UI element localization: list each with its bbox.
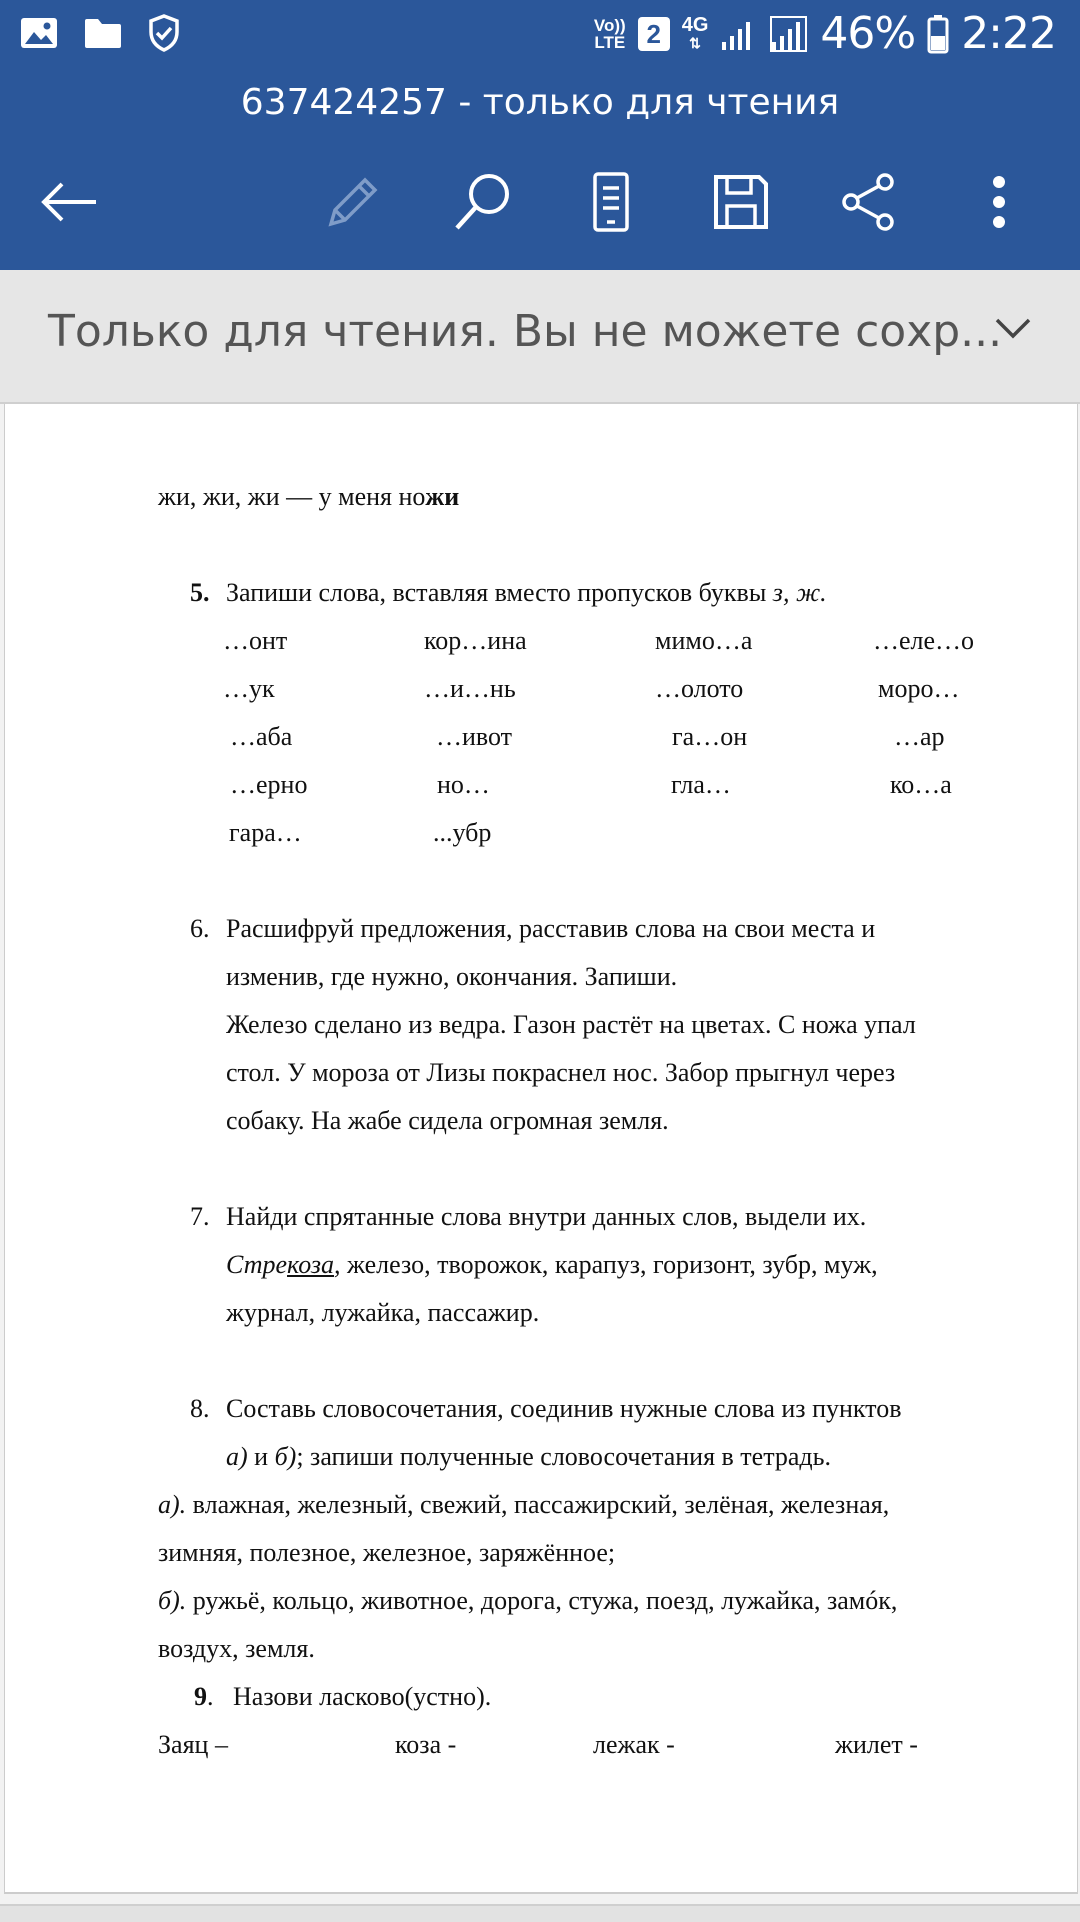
more-options-button[interactable]: [964, 170, 1034, 234]
save-button[interactable]: [706, 170, 776, 234]
search-button[interactable]: [448, 170, 518, 234]
task6-line: Железо сделано из ведра. Газон растёт на цветах. С ножа упал: [226, 1010, 916, 1039]
task5-word: …ерно: [230, 770, 308, 799]
volte-indicator: Vo)) LTE: [593, 15, 626, 52]
status-bar: [0, 0, 1080, 76]
task7-number: 7.: [190, 1202, 210, 1231]
task5-word: но…: [437, 770, 490, 799]
search-icon: [451, 170, 515, 234]
banner-text: Только для чтения. Вы не можете сохр...: [48, 306, 1003, 357]
task8-line: б). ружьё, кольцо, животное, дорога, стужа, поезд, лужайка, замóк,: [158, 1586, 898, 1615]
task7-line: Найди спрятанные слова внутри данных слов, выдели их.: [226, 1202, 867, 1231]
save-icon: [711, 172, 771, 232]
task6-line: изменив, где нужно, окончания. Запиши.: [226, 962, 678, 991]
signal-icon-2: [770, 16, 808, 52]
task8-number: 8.: [190, 1394, 210, 1423]
battery-percent: 46%: [820, 8, 916, 59]
task8-line: Составь словосочетания, соединив нужные слова из пунктов: [226, 1394, 902, 1423]
task5-word: ко…а: [890, 770, 952, 799]
more-icon: [991, 174, 1007, 230]
network-type: 4G ⇅: [681, 13, 709, 51]
task5-word: ...убр: [433, 818, 492, 847]
gallery-icon: [20, 17, 58, 49]
folder-icon: [84, 17, 122, 49]
toolbar: [0, 150, 1080, 250]
task6-line: Расшифруй предложения, расставив слова на свои места и: [226, 914, 876, 943]
sim-badge: 2: [638, 17, 670, 51]
mobile-view-button[interactable]: [576, 170, 646, 234]
task5-word: …ук: [223, 674, 275, 703]
task7-line: журнал, лужайка, пассажир.: [226, 1298, 540, 1327]
task5-word: моро…: [878, 674, 960, 703]
back-arrow-icon: [38, 180, 100, 224]
task9-word: жилет -: [835, 1730, 918, 1759]
task9-word: лежак -: [593, 1730, 675, 1759]
clock: 2:22: [961, 8, 1056, 59]
task9-word: Заяц –: [158, 1730, 228, 1759]
task5-word: …еле…о: [873, 626, 975, 655]
task5-word: гла…: [671, 770, 731, 799]
task9-word: коза -: [395, 1730, 457, 1759]
task5-word: …олото: [655, 674, 744, 703]
task5-word: мимо…а: [655, 626, 753, 655]
chevron-down-icon[interactable]: [994, 316, 1032, 340]
task5-word: …онт: [223, 626, 288, 655]
task5-word: …аба: [230, 722, 293, 751]
share-icon: [839, 172, 899, 232]
edit-button[interactable]: [318, 170, 388, 234]
task5-heading: 5. Запиши слова, вставляя вместо пропусков буквы з, ж.: [190, 578, 827, 607]
task7-line: Стрекоза, железо, творожок, карапуз, горизонт, зубр, муж,: [226, 1250, 878, 1279]
task8-line: а). влажная, железный, свежий, пассажирский, зелёная, железная,: [158, 1490, 890, 1519]
task5-word: гара…: [229, 818, 302, 847]
task6-line: собаку. На жабе сидела огромная земля.: [226, 1106, 669, 1135]
task8-line: зимняя, полезное, железное, заряжённое;: [158, 1538, 616, 1567]
signal-icon-1: [720, 16, 758, 52]
read-only-banner[interactable]: [0, 270, 1080, 404]
share-button[interactable]: [834, 170, 904, 234]
task8-line: а) и б); запиши полученные словосочетания в тетрадь.: [226, 1442, 832, 1471]
task5-word: кор…ина: [424, 626, 527, 655]
task5-word: …и…нь: [424, 674, 516, 703]
shield-check-icon: [148, 14, 180, 52]
battery-icon: [927, 14, 949, 54]
task9-heading: 9. Назови ласково(устно).: [194, 1682, 492, 1711]
app-bar: [0, 0, 1080, 270]
page-edge: [0, 1904, 1080, 1922]
task6-number: 6.: [190, 914, 210, 943]
task5-word: …ар: [894, 722, 945, 751]
document-title: 637424257 - только для чтения: [240, 82, 840, 123]
task5-word: …ивот: [436, 722, 513, 751]
pencil-icon: [323, 172, 383, 232]
top-line: жи, жи, жи — у меня ножи: [158, 482, 460, 511]
task6-line: стол. У мороза от Лизы покраснел нос. Забор прыгнул через: [226, 1058, 896, 1087]
mobile-view-icon: [589, 170, 633, 234]
back-button[interactable]: [34, 170, 104, 234]
task8-line: воздух, земля.: [158, 1634, 315, 1663]
document-page[interactable]: [4, 404, 1078, 1894]
task5-word: га…он: [672, 722, 748, 751]
